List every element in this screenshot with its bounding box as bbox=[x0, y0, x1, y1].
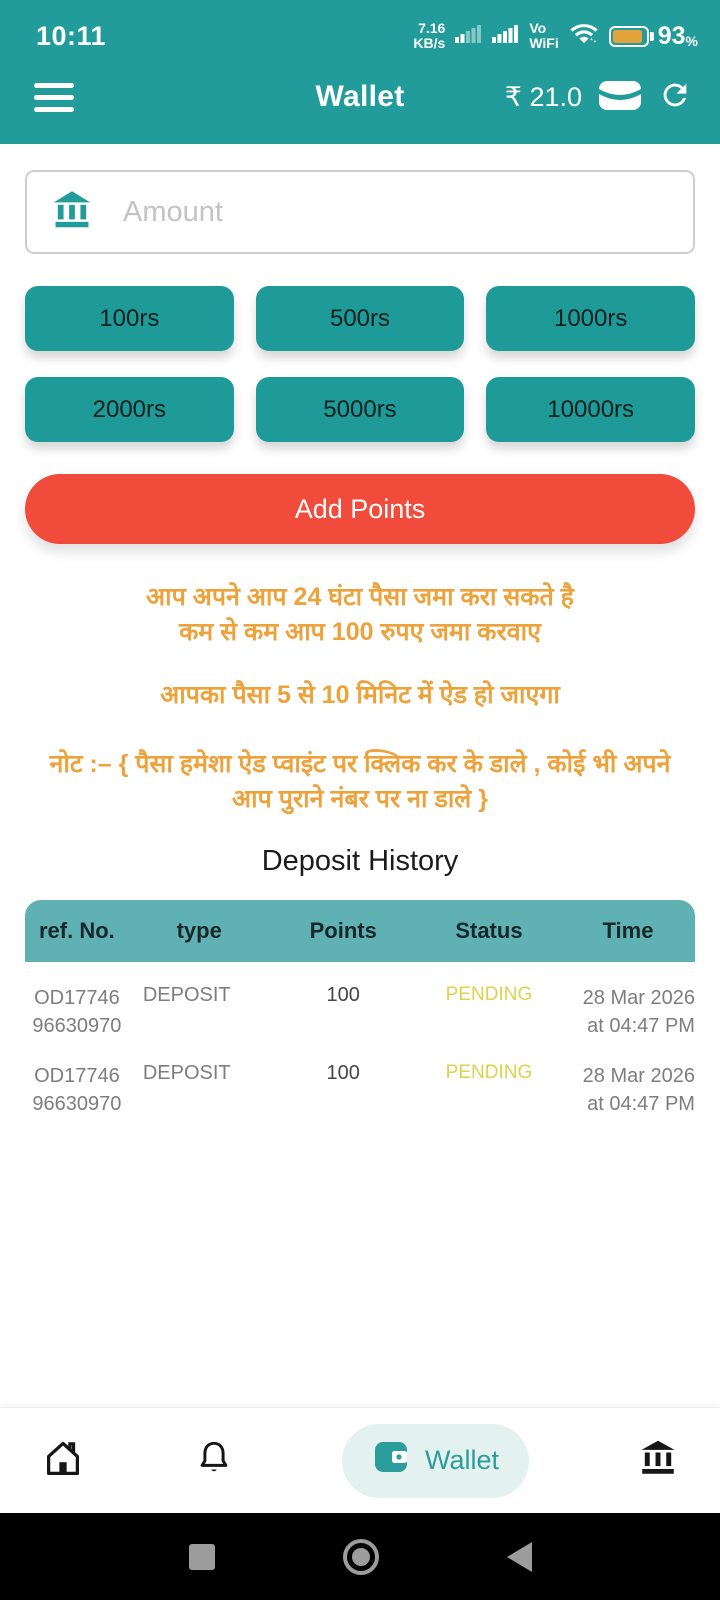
status-badge: PENDING bbox=[445, 984, 533, 1005]
deposit-notice-line1: आप अपने आप 24 घंटा पैसा जमा करा सकते है bbox=[146, 583, 574, 611]
quick-amount-10000-button[interactable]: 10000rs bbox=[486, 377, 695, 442]
cell-points: 100 bbox=[326, 984, 360, 1006]
wallet-balance: ₹ 21.0 bbox=[504, 81, 582, 112]
column-time: Time bbox=[602, 918, 654, 943]
cell-time: 28 Mar 2026 at 04:47 PM bbox=[582, 1065, 695, 1115]
android-navigation-bar bbox=[0, 1513, 720, 1600]
column-points: Points bbox=[309, 918, 377, 943]
deposit-notice-line2: कम से कम आप 100 रुपए जमा करवाए bbox=[179, 618, 541, 646]
column-type: type bbox=[176, 918, 222, 943]
nav-wallet-tab-active[interactable] bbox=[342, 1424, 529, 1498]
cell-type: DEPOSIT bbox=[142, 1062, 231, 1084]
android-home-button[interactable] bbox=[343, 1539, 379, 1575]
network-speed bbox=[413, 21, 445, 51]
cell-time: 28 Mar 2026 at 04:47 PM bbox=[582, 987, 695, 1037]
clock: 10:11 bbox=[36, 20, 107, 51]
nav-notifications-button[interactable] bbox=[193, 1436, 235, 1485]
quick-amount-grid bbox=[25, 286, 695, 442]
status-icons bbox=[413, 21, 698, 51]
amount-input[interactable] bbox=[123, 196, 671, 229]
nav-home-button[interactable] bbox=[40, 1435, 86, 1486]
vowifi-line1: Vo bbox=[529, 20, 547, 36]
page-title: Wallet bbox=[315, 80, 405, 113]
deposit-notice-line3: आपका पैसा 5 से 10 मिनिट में ऐड हो जाएगा bbox=[160, 681, 560, 709]
table-row bbox=[25, 962, 695, 1040]
status-badge: PENDING bbox=[445, 1062, 533, 1083]
battery-icon bbox=[609, 26, 649, 47]
wifi-icon bbox=[569, 21, 599, 51]
vowifi-line2: WiFi bbox=[529, 35, 559, 51]
header bbox=[0, 0, 720, 144]
network-speed-value: 7.16 bbox=[418, 20, 446, 36]
refresh-icon[interactable] bbox=[658, 78, 692, 117]
cell-type: DEPOSIT bbox=[142, 984, 231, 1006]
column-status: Status bbox=[455, 918, 523, 943]
wallet-nav-icon bbox=[372, 1440, 410, 1481]
signal-sim2-icon bbox=[492, 23, 519, 49]
amount-input-container bbox=[25, 170, 695, 254]
battery-percent-sign: % bbox=[685, 32, 698, 49]
cell-points: 100 bbox=[326, 1062, 360, 1084]
home-icon bbox=[40, 1435, 86, 1486]
battery-indicator bbox=[609, 22, 698, 51]
table-header-row bbox=[25, 900, 695, 962]
cell-ref-no: OD1774696630970 bbox=[32, 1065, 122, 1115]
main-content bbox=[0, 144, 720, 1407]
signal-sim1-icon bbox=[455, 23, 482, 49]
network-speed-unit: KB/s bbox=[413, 35, 446, 51]
nav-wallet-label: Wallet bbox=[424, 1445, 499, 1475]
quick-amount-1000-button[interactable]: 1000rs bbox=[486, 286, 695, 351]
deposit-note: नोट :– { पैसा हमेशा ऐड प्वाइंट पर क्लिक कर के डाले , कोई भी अपने आप पुराने नंबर पर ना डाले } bbox=[49, 750, 671, 813]
quick-amount-100-button[interactable]: 100rs bbox=[25, 286, 234, 351]
vowifi-indicator bbox=[529, 21, 558, 51]
android-back-button[interactable] bbox=[507, 1542, 532, 1572]
app-bar bbox=[0, 58, 720, 144]
android-recents-button[interactable] bbox=[189, 1544, 215, 1570]
column-ref-no: ref. No. bbox=[39, 918, 115, 943]
bank-icon bbox=[49, 187, 95, 238]
hamburger-menu-icon[interactable] bbox=[34, 83, 74, 112]
cell-ref-no: OD1774696630970 bbox=[32, 987, 122, 1037]
quick-amount-500-button[interactable]: 500rs bbox=[256, 286, 465, 351]
add-points-button[interactable]: Add Points bbox=[25, 474, 695, 544]
battery-percent: 93 bbox=[657, 21, 686, 50]
nav-bank-button[interactable] bbox=[636, 1436, 680, 1485]
quick-amount-5000-button[interactable]: 5000rs bbox=[256, 377, 465, 442]
bank-nav-icon bbox=[636, 1436, 680, 1485]
deposit-history-title: Deposit History bbox=[261, 845, 459, 877]
wallet-icon bbox=[597, 76, 643, 119]
status-bar bbox=[0, 0, 720, 58]
deposit-history-table bbox=[25, 900, 695, 1118]
table-row bbox=[25, 1040, 695, 1118]
bell-icon bbox=[193, 1436, 235, 1485]
quick-amount-2000-button[interactable]: 2000rs bbox=[25, 377, 234, 442]
bottom-navigation bbox=[0, 1407, 720, 1513]
